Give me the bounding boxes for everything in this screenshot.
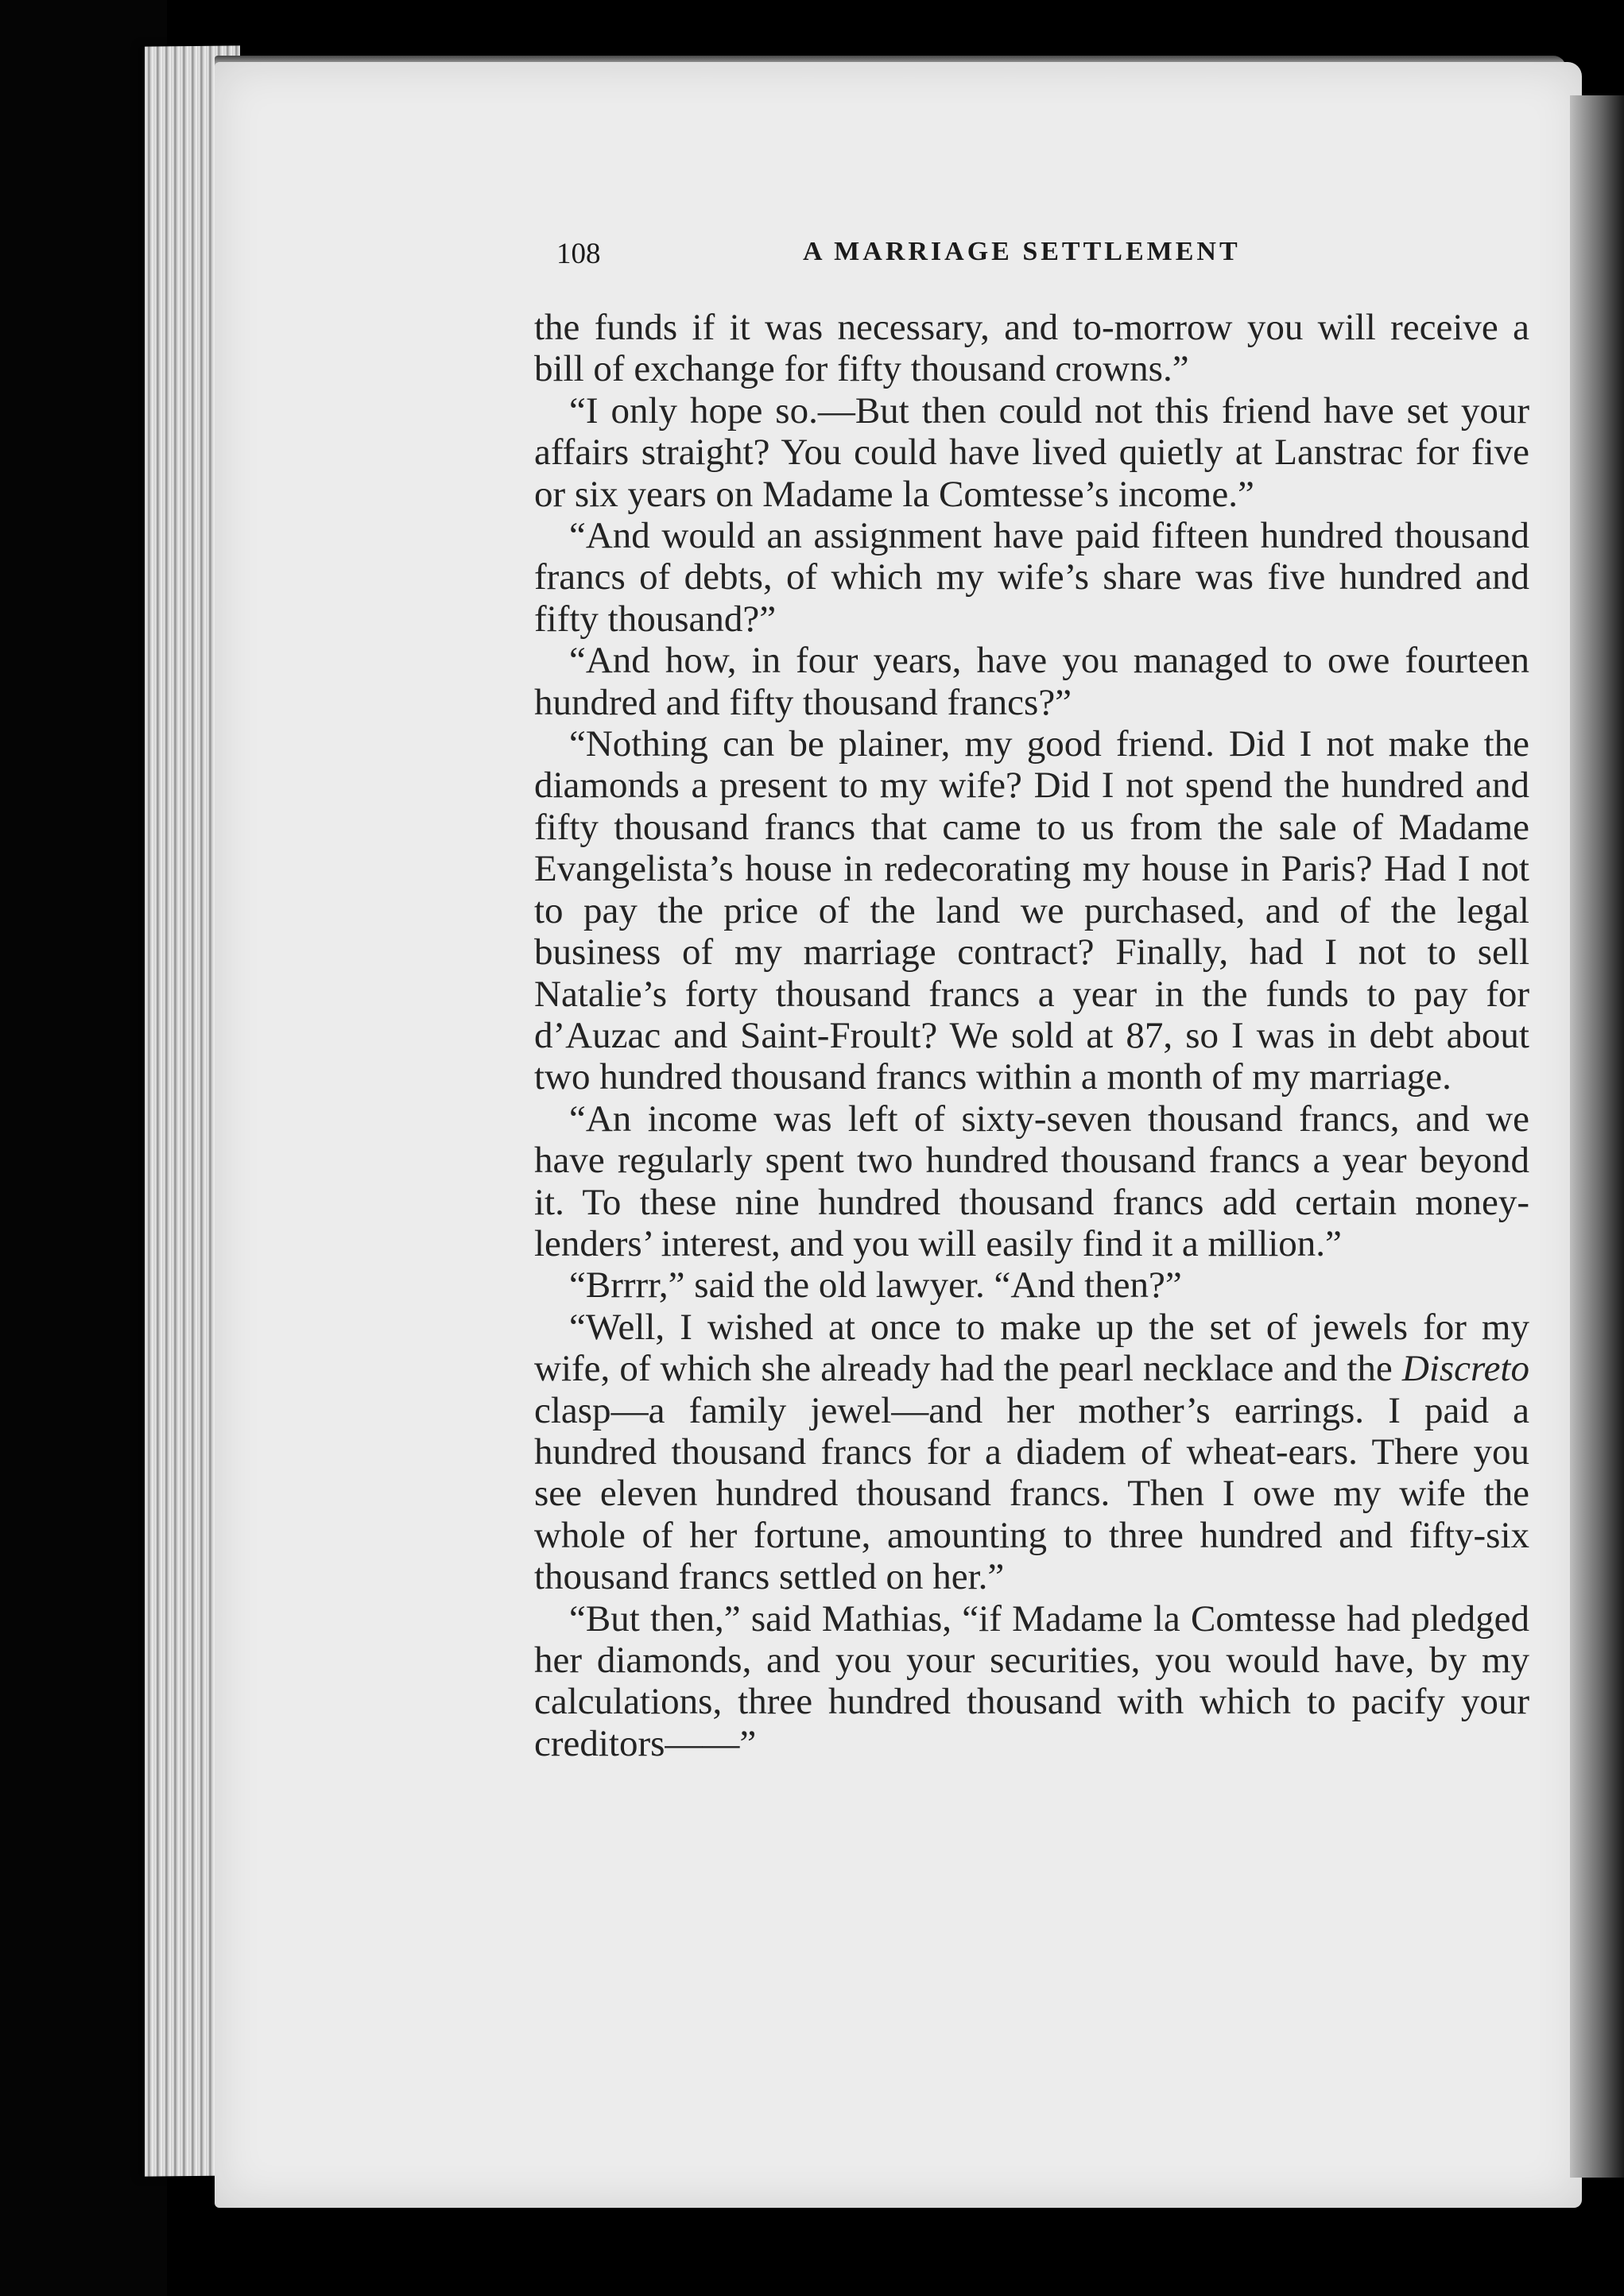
paragraph: “But then,” said Mathias, “if Madame la Comtesse had pledged her diamonds, and you your securities, you would have, by my calculations, three hundred thousand with which to pacify your creditors——” [534, 1597, 1529, 1764]
paragraph: “And how, in four years, have you managed to owe fourteen hundred and fifty thousand francs?” [534, 640, 1529, 723]
paragraph-text: clasp—a family jewel—and her mother’s earrings. I paid a hundred thousand francs for a diadem of wheat-ears. There you see eleven hundred thousand francs. Then I owe my wife the whole of her fortune, amounting to three hundred and fifty-six thousand francs settled on her.” [534, 1389, 1529, 1598]
paragraph: “I only hope so.—But then could not this friend have set your affairs straight? You could have lived quietly at Lanstrac for five or six years on Madame la Comtesse’s income.” [534, 389, 1529, 515]
running-header [556, 237, 1518, 285]
paragraph: “Nothing can be plainer, my good friend. Did I not make the diamonds a present to my wife? Did I not spend the hundred and fifty thousand francs that came to us from the sale of Madame Evangelista’s house in redecorating my house in Paris? Had I not to pay the price of the land we purchased, and of the legal business of my marriage contract? Finally, had I not to sell Natalie’s forty thousand francs a year in the funds to pay for d’Auzac and Saint-Froult? We sold at 87, so I was in debt about two hundred thousand francs within a month of my marriage. [534, 723, 1529, 1098]
paragraph [534, 1307, 1529, 1598]
scan-backdrop [0, 0, 167, 2296]
paragraph: “Brrrr,” said the old lawyer. “And then?” [569, 1264, 1182, 1307]
body-text [534, 307, 1529, 1764]
paragraph: “And would an assignment have paid fifteen hundred thousand francs of debts, of which my wife’s share was five hundred and fifty thousand?” [534, 515, 1529, 640]
paragraph-text: “Well, I wished at once to make up the set of jewels for my wife, of which she already had the pearl necklace and the [534, 1306, 1529, 1390]
page-number: 108 [556, 238, 601, 270]
running-title: A MARRIAGE SETTLEMENT [803, 237, 1241, 266]
italic-term: Discreto [1401, 1348, 1529, 1390]
page-gutter-shadow [1570, 95, 1624, 2178]
paragraph: “An income was left of sixty-seven thousand francs, and we have regularly spent two hundred thousand francs a year beyond it. To these nine hundred thousand francs add certain money-lenders’ interest, and you will easily find it a million.” [534, 1098, 1529, 1264]
paragraph: the funds if it was necessary, and to-morrow you will receive a bill of exchange for fifty thousand crowns.” [534, 307, 1529, 390]
